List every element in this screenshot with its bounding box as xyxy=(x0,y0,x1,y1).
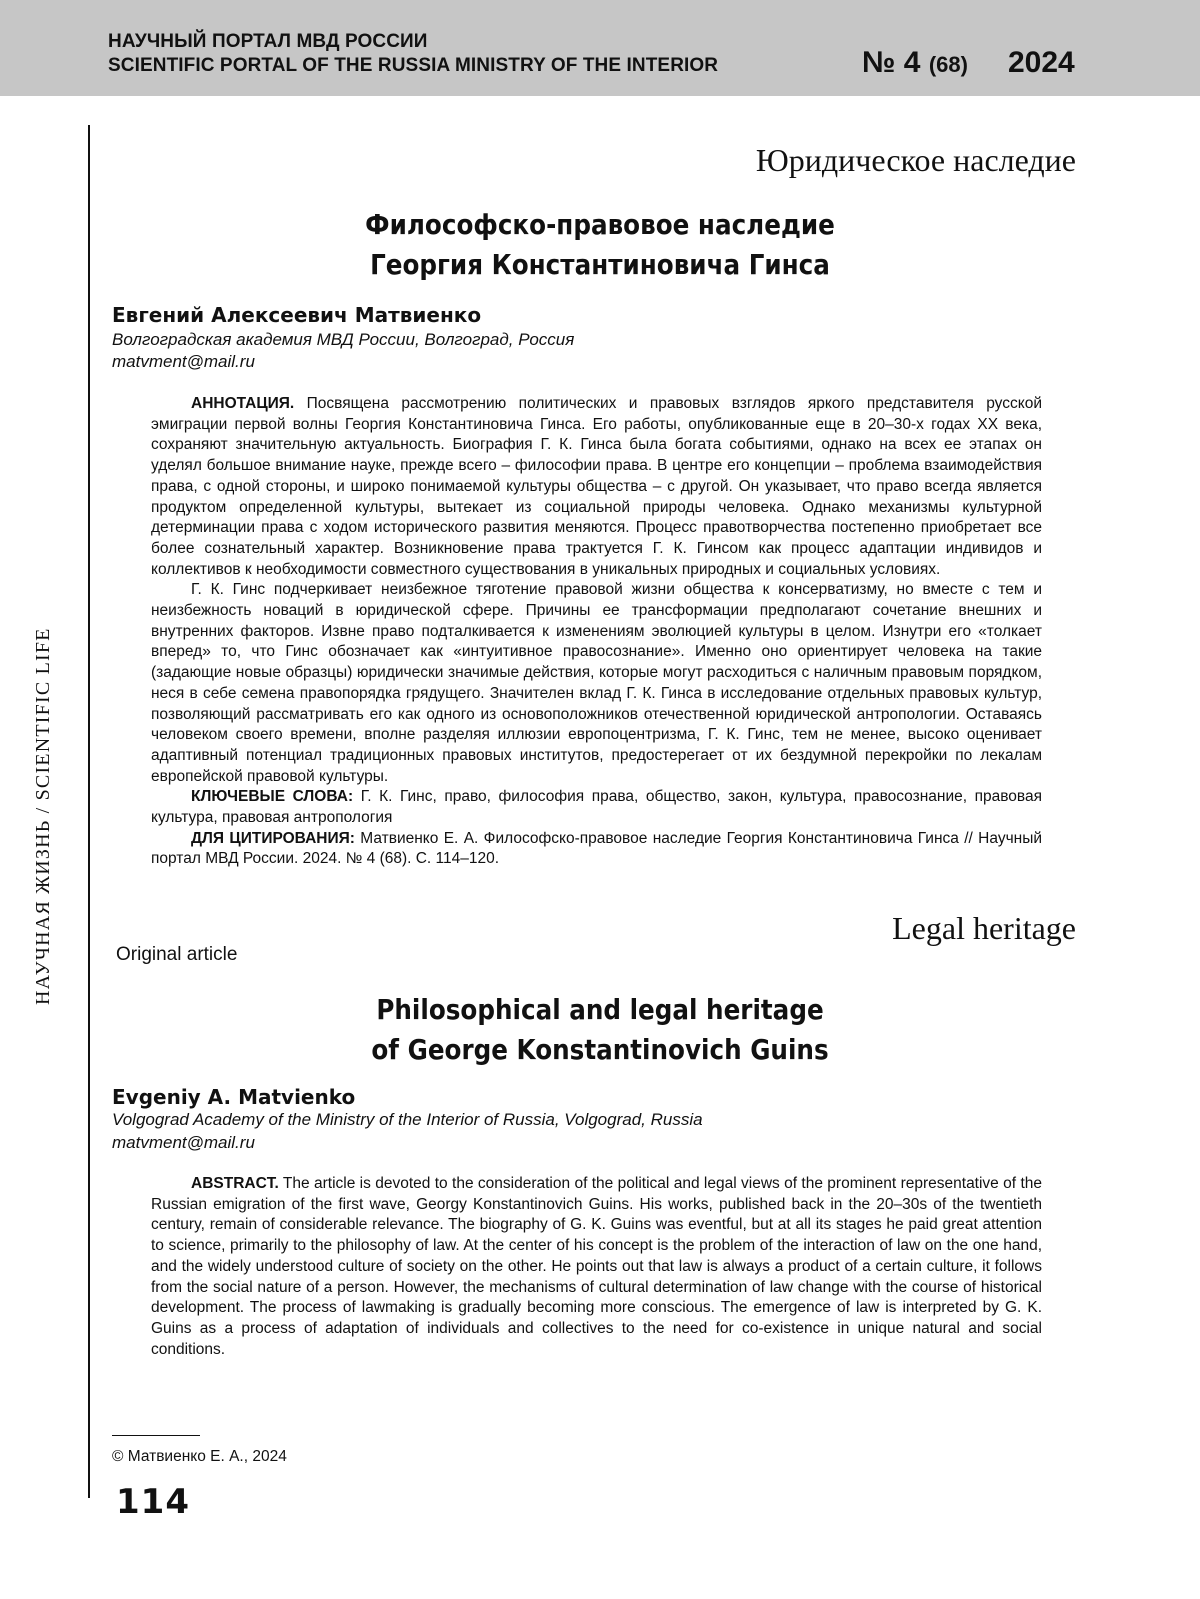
title-line: of George Konstantinovich Guins xyxy=(371,1033,829,1066)
abstract-paragraph xyxy=(151,1174,1042,1360)
issue-number xyxy=(862,46,968,80)
abstract-text: Посвящена рассмотрению политических и правовых взглядов яркого представителя русской эмиграции первой волны Георгия Константиновича Гинса. Его работы, опубликованные еще в 20–30-х годах XX века, сохраняют значительную актуальность. Биография Г. К. Гинса была богата событиями, однако на всех ее этапах он уделял большое внимание науке, прежде всего – философии права. В центре его концепции – проблема взаимодействия права, с одной стороны, и широко понимаемой культуры общества – с другой. Он указывает, что право всегда является продуктом определенной культуры, вытекает из социальной природы человека. Однако механизмы культурной детерминации права с ходом исторического развития меняются. Процесс правотворчества постепенно приобретает все более сознательный характер. Возникновение права трактуется Г. К. Гинсом как процесс адаптации индивидов и коллективов к необходимости совместного существования в уникальных природных и социальных условиях. xyxy=(151,395,1042,578)
journal-title-en: SCIENTIFIC PORTAL OF THE RUSSIA MINISTRY OF THE INTERIOR xyxy=(108,55,719,76)
abstract-label: АННОТАЦИЯ. xyxy=(191,395,295,412)
side-section-label: НАУЧНАЯ ЖИЗНЬ / SCIENTIFIC LIFE xyxy=(32,627,54,1005)
title-line: Георгия Константиновича Гинса xyxy=(370,248,830,281)
keywords-text: Г. К. Гинс, право, философия права, общество, закон, культура, правосознание, правовая культура, правовая антропология xyxy=(151,788,1043,827)
section-heading-ru: Юридическое наследие xyxy=(755,142,1076,178)
abstract-text: The article is devoted to the consideration of the political and legal views of the prominent representative of the Russian emigration of the first wave, Georgy Konstantinovich Guins. His works, published back in the 20–30s of the twentieth century, remain of considerable relevance. The biography of G. K. Guins was eventful, but at all its stages he paid great attention to science, primarily to the philosophy of law. At the center of his concept is the problem of the interaction of law on the one hand, and the widely understood culture of society on the other. He points out that law is always a product of a certain culture, it follows from the social nature of a person. However, the mechanisms of cultural determination of law change with the course of historical development. The process of lawmaking is gradually becoming more conscious. The emergence of law is interpreted by G. K. Guins as a process of adaptation of individuals and collectives to the need for co-existence in unique natural and social conditions. xyxy=(151,1175,1042,1358)
footnote-rule xyxy=(112,1435,200,1436)
section-heading-en: Legal heritage xyxy=(892,910,1076,946)
title-line: Философско-правовое наследие xyxy=(365,208,835,241)
abstract-text: Г. К. Гинс подчеркивает неизбежное тяготение правовой жизни общества к консерватизму, но вместе с тем и неизбежность новаций в юридической сфере. Причины ее трансформации предполагают сочетание внешних и внутренних факторов. Извне право подталкивается к изменениям эволюцией культуры в целом. Изнутри его «толкает вперед» то, что Гинс обозначает как «интуитивное правосознание». Именно оно ориентирует человека на такие (задающие новые образцы) юридически значимые действия, которые могут расходиться с наличным правовым порядком, неся в себе семена правопорядка грядущего. Значителен вклад Г. К. Гинса в исследование отдельных правовых культур, позволяющий рассматривать его как одного из основоположников отечественной юридической антропологии. Оставаясь человеком своего времени, вполне разделяя иллюзии европоцентризма, Г. К. Гинс, тем не менее, высоко оценивает адаптивный потенциал традиционных правовых институтов, предостерегает от их бездумной перекройки по лекалам европейской правовой культуры. xyxy=(151,581,1042,785)
article-title-ru xyxy=(160,205,1040,285)
copyright-notice: © Матвиенко Е. А., 2024 xyxy=(112,1448,287,1465)
abstract-paragraph xyxy=(151,394,1042,580)
page-number: 114 xyxy=(116,1482,190,1522)
abstract-label: ABSTRACT. xyxy=(191,1175,279,1192)
keywords xyxy=(151,787,1042,828)
citation-label: ДЛЯ ЦИТИРОВАНИЯ: xyxy=(191,829,355,847)
issue-year: 2024 xyxy=(1008,46,1075,79)
citation-text: Матвиенко Е. А. Философско-правовое наследие Георгия Константиновича Гинса // Научный портал МВД России. 2024. № 4 (68). С. 114–120. xyxy=(151,829,1043,868)
article-type: Original article xyxy=(116,944,238,965)
article-title-en xyxy=(160,990,1040,1070)
abstract-paragraph xyxy=(151,580,1042,787)
author-email-en: matvment@mail.ru xyxy=(112,1133,255,1152)
journal-title-ru: НАУЧНЫЙ ПОРТАЛ МВД РОССИИ xyxy=(108,31,428,52)
author-email-ru: matvment@mail.ru xyxy=(112,352,255,371)
affiliation-en: Volgograd Academy of the Ministry of the Interior of Russia, Volgograd, Russia xyxy=(112,1110,703,1129)
issue-number-main: № 4 xyxy=(862,46,921,79)
title-line: Philosophical and legal heritage xyxy=(376,993,824,1026)
author-name-en: Evgeniy A. Matvienko xyxy=(112,1085,356,1109)
keywords-label: КЛЮЧЕВЫЕ СЛОВА: xyxy=(191,788,354,806)
abstract-en xyxy=(151,1174,1042,1360)
citation xyxy=(151,829,1042,870)
author-name-ru: Евгений Алексеевич Матвиенко xyxy=(112,303,482,327)
issue-total: (68) xyxy=(928,52,968,77)
affiliation-ru: Волгоградская академия МВД России, Волгоград, Россия xyxy=(112,330,575,349)
abstract-ru xyxy=(151,394,1042,870)
margin-rule xyxy=(88,125,90,1498)
